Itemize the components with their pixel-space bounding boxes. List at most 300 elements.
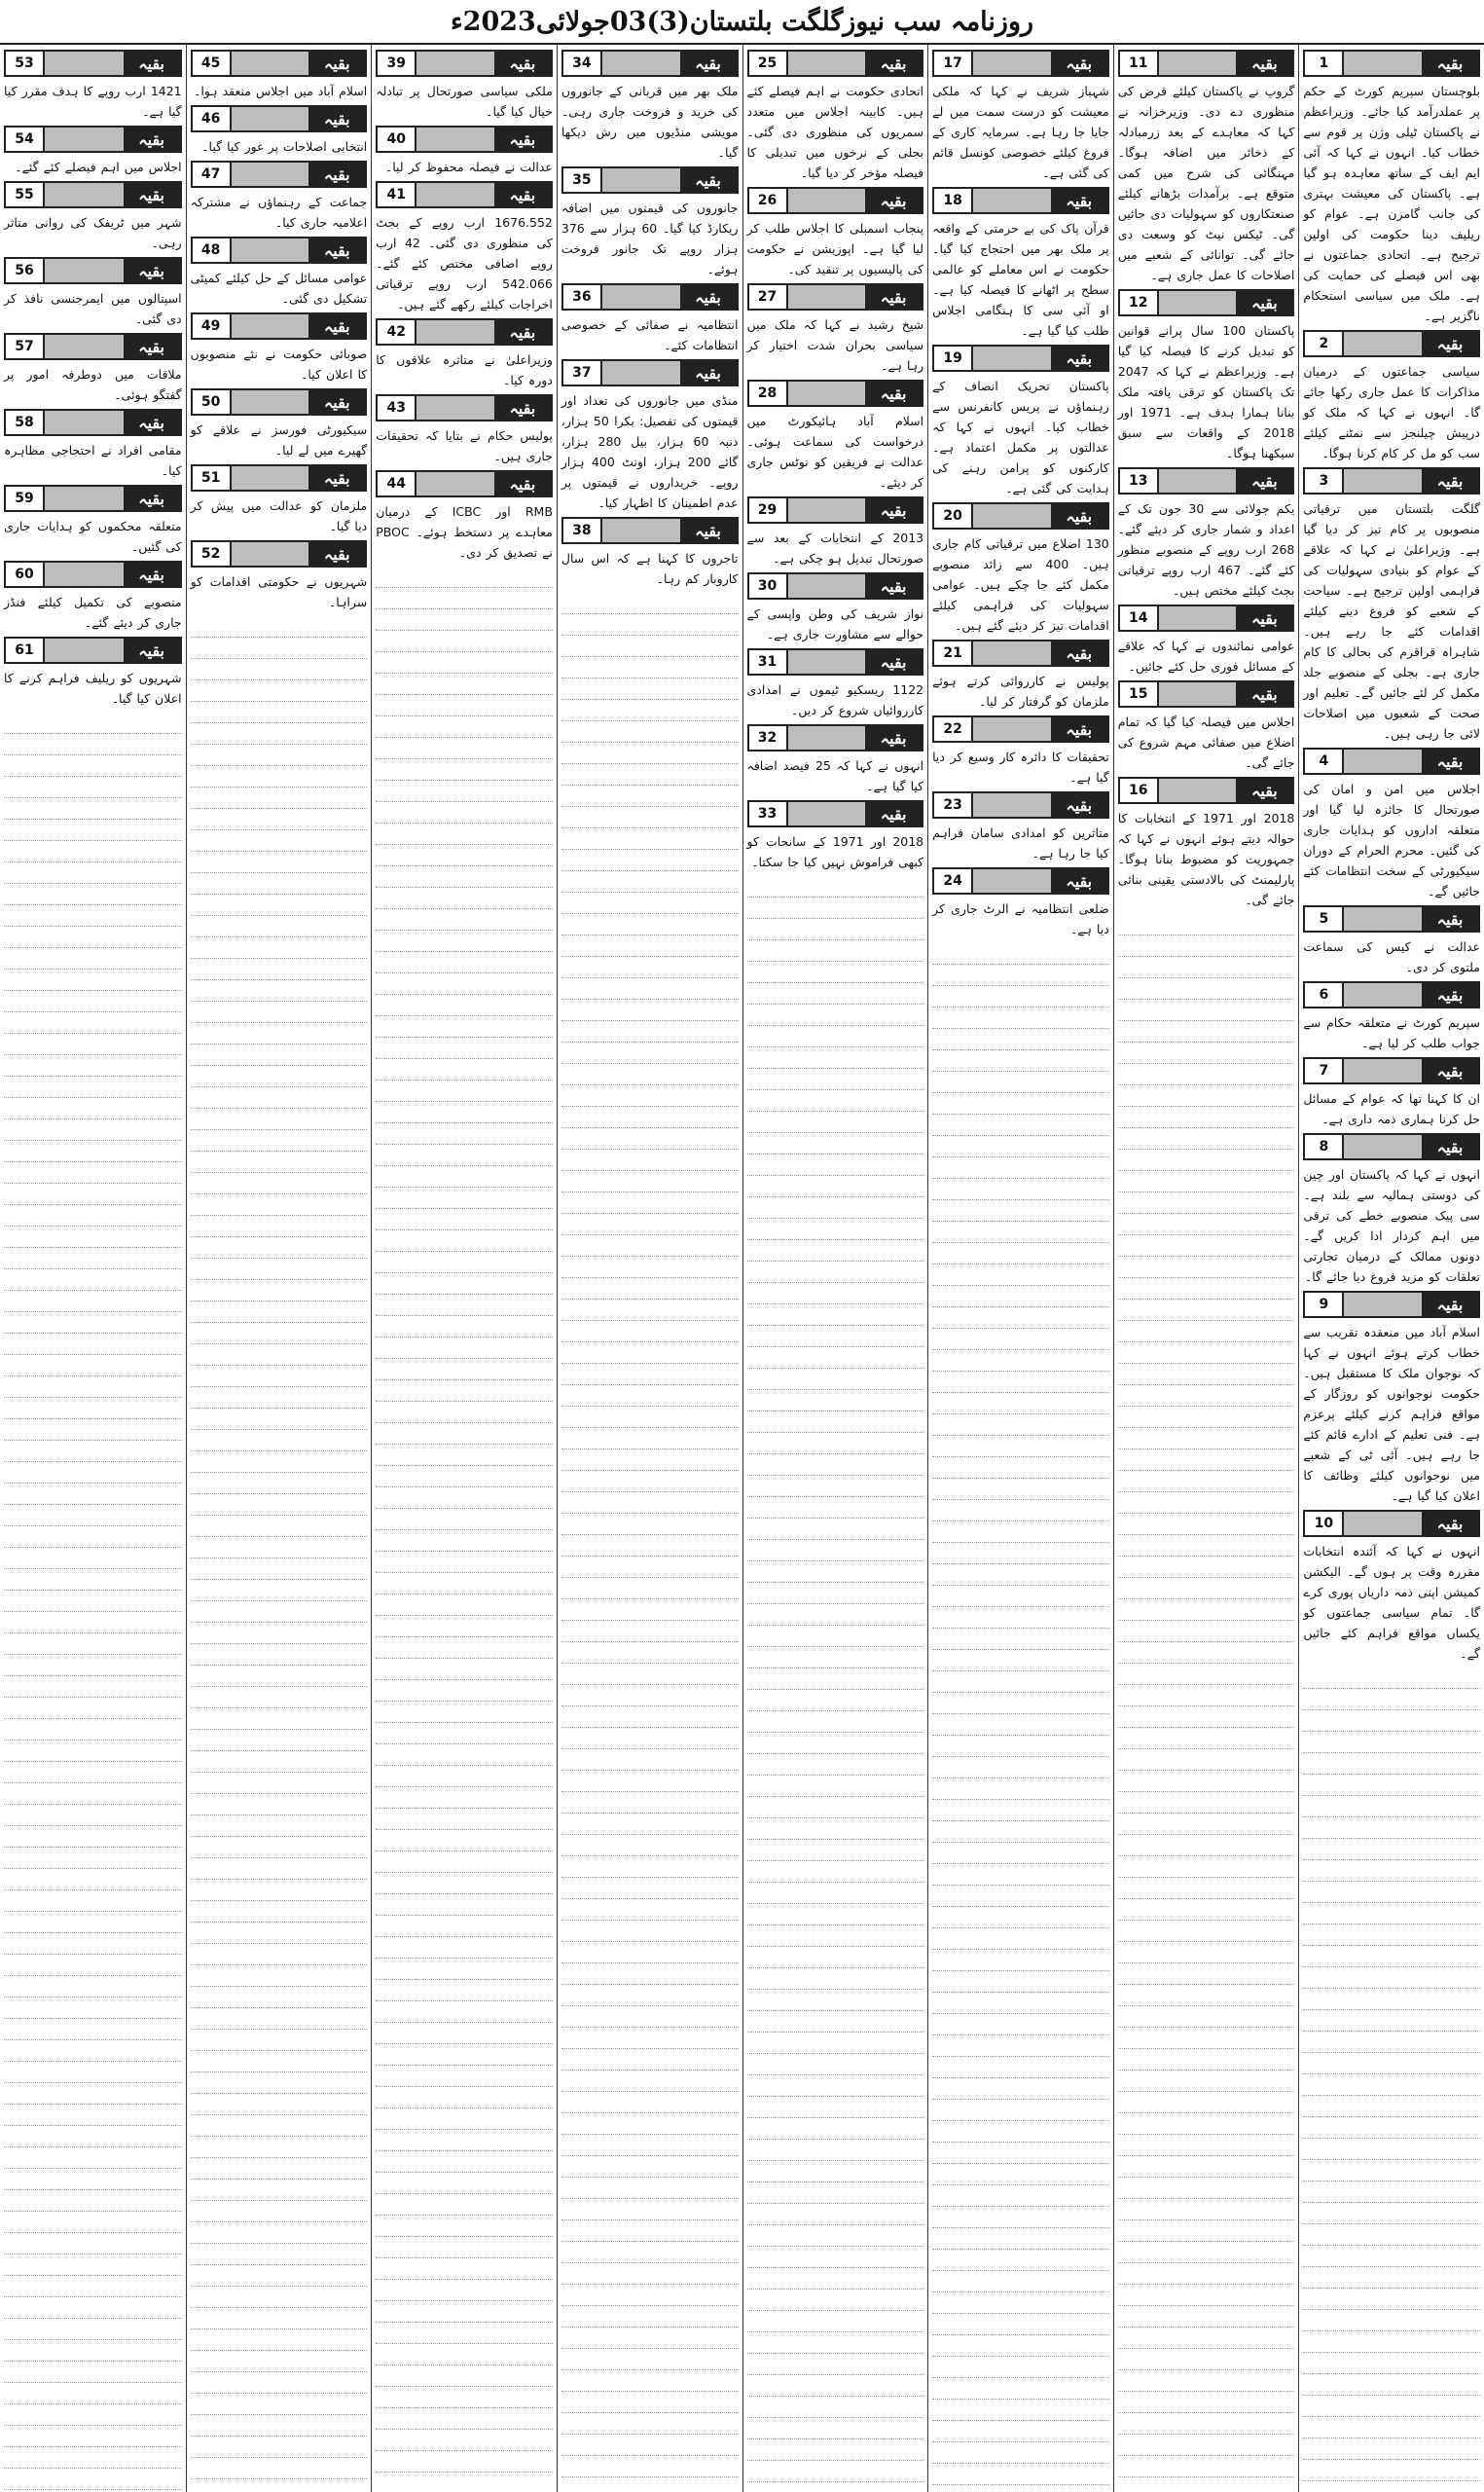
continued-label: بقیہ bbox=[680, 361, 737, 385]
continued-story bbox=[932, 640, 1109, 712]
continued-label: بقیہ bbox=[1422, 907, 1478, 931]
header-rule bbox=[416, 128, 494, 151]
continued-label: بقیہ bbox=[1051, 717, 1107, 741]
story-number: 32 bbox=[749, 726, 788, 750]
story-text: RMB اور ICBC کے درمیان معاہدے پر دستخط ہوئے۔ PBOC نے تصدیق کر دی۔ bbox=[376, 504, 553, 560]
news-column bbox=[557, 45, 742, 2492]
header-rule bbox=[1159, 469, 1237, 493]
story-text: تحقیقات کا دائرہ کار وسیع کر دیا گیا ہے۔ bbox=[932, 750, 1109, 785]
continued-label: بقیہ bbox=[1051, 793, 1107, 817]
story-number: 35 bbox=[563, 168, 602, 192]
header-rule bbox=[416, 183, 494, 206]
header-rule bbox=[45, 639, 124, 662]
story-number: 17 bbox=[934, 52, 973, 75]
header-rule bbox=[973, 793, 1051, 817]
story-text: نواز شریف کی وطن واپسی کے حوالے سے مشاورت جاری ہے۔ bbox=[746, 606, 924, 641]
continued-story bbox=[561, 50, 739, 163]
story-number: 14 bbox=[1120, 606, 1159, 630]
story-number: 48 bbox=[193, 238, 232, 262]
header-rule bbox=[1344, 469, 1422, 493]
header-rule bbox=[416, 472, 494, 495]
continued-story bbox=[561, 166, 739, 279]
story-number: 8 bbox=[1305, 1135, 1344, 1158]
continued-label: بقیہ bbox=[124, 52, 180, 75]
continued-label: بقیہ bbox=[1422, 1293, 1478, 1316]
continued-label: بقیہ bbox=[308, 163, 365, 186]
header-rule bbox=[1344, 52, 1422, 75]
story-text: انتخابی اصلاحات پر غور کیا گیا۔ bbox=[201, 139, 368, 154]
story-number: 6 bbox=[1305, 983, 1344, 1007]
story-number: 36 bbox=[563, 285, 602, 309]
continued-label: بقیہ bbox=[865, 498, 922, 522]
story-number: 28 bbox=[749, 382, 788, 405]
continued-header bbox=[747, 572, 924, 600]
header-rule bbox=[232, 107, 309, 130]
continued-story bbox=[561, 517, 739, 589]
story-number: 43 bbox=[378, 396, 416, 420]
header-rule bbox=[973, 504, 1051, 528]
continued-label: بقیہ bbox=[1422, 1512, 1478, 1535]
story-text: اسپتالوں میں ایمرجنسی نافذ کر دی گئی۔ bbox=[4, 291, 182, 326]
header-rule bbox=[788, 52, 866, 75]
continued-story bbox=[191, 464, 368, 536]
story-number: 50 bbox=[193, 390, 232, 414]
continued-label: بقیہ bbox=[124, 183, 180, 206]
story-number: 49 bbox=[193, 314, 232, 338]
story-number: 56 bbox=[6, 259, 45, 282]
story-number: 45 bbox=[193, 52, 232, 75]
header-rule bbox=[416, 320, 494, 344]
continued-story bbox=[747, 724, 924, 796]
column-text-lines bbox=[1303, 1667, 1480, 2492]
continued-label: بقیہ bbox=[494, 472, 551, 495]
continued-label: بقیہ bbox=[124, 335, 180, 358]
newspaper-columns bbox=[0, 45, 1484, 2492]
continued-story bbox=[1303, 50, 1480, 326]
story-number: 20 bbox=[934, 504, 973, 528]
continued-label: بقیہ bbox=[865, 650, 922, 674]
story-number: 34 bbox=[563, 52, 602, 75]
masthead bbox=[0, 0, 1484, 45]
story-text: بلوچستان سپریم کورٹ کے حکم پر عملدرآمد کیا جائے۔ وزیراعظم نے پاکستان ٹیلی وژن پر قوم سے خطاب کیا۔ انہوں نے کہا کہ آئی ایم ایف کے ساتھ معاہدہ ہو گیا ہے۔ پاکستان کی معیشت بہتری کی جانب گامزن ہے۔ عوام کو ریلیف دینا حکومت کی اولین ترجیح ہے۔ اتحادی جماعتوں نے بھی اس فیصلے کی حمایت کی ہے۔ ملک میں سیاسی استحکام ناگزیر ہے۔ bbox=[1303, 84, 1480, 323]
continued-header bbox=[561, 50, 739, 77]
story-number: 4 bbox=[1305, 750, 1344, 773]
header-rule bbox=[602, 519, 680, 542]
continued-story bbox=[191, 161, 368, 233]
continued-header bbox=[191, 312, 368, 340]
header-rule bbox=[788, 726, 866, 750]
continued-header bbox=[561, 517, 739, 544]
story-number: 41 bbox=[378, 183, 416, 206]
header-rule bbox=[1344, 907, 1422, 931]
continued-header bbox=[191, 237, 368, 264]
story-text: شیخ رشید نے کہا کہ ملک میں سیاسی بحران شدت اختیار کر رہا ہے۔ bbox=[746, 317, 924, 373]
continued-header bbox=[932, 50, 1109, 77]
story-text: پاکستان 100 سال پرانے قوانین کو تبدیل کرنے کا فیصلہ کیا گیا ہے۔ وزیراعظم نے کہا کہ 2047 تک پاکستان کو ترقی یافتہ ملک بنانا ہمارا ہدف ہے۔ 1971 اور 2018 کے واقعات سے سبق سیکھنا ہوگا۔ bbox=[1117, 323, 1295, 460]
header-rule bbox=[602, 168, 680, 192]
continued-header bbox=[747, 496, 924, 524]
story-text: اسلام آباد میں اجلاس منعقد ہوا۔ bbox=[194, 84, 368, 98]
story-text: 2018 اور 1971 کے سانحات کو کبھی فراموش نہیں کیا جا سکتا۔ bbox=[746, 834, 924, 869]
continued-label: بقیہ bbox=[1051, 189, 1107, 212]
continued-label: بقیہ bbox=[1236, 52, 1292, 75]
continued-story bbox=[747, 800, 924, 872]
story-number: 25 bbox=[749, 52, 788, 75]
continued-label: بقیہ bbox=[1236, 779, 1292, 802]
continued-story bbox=[932, 867, 1109, 939]
column-text-lines bbox=[1118, 914, 1295, 2492]
story-text: ان کا کہنا تھا کہ عوام کے مسائل حل کرنا ہماری ذمہ داری ہے۔ bbox=[1303, 1091, 1480, 1126]
continued-label: بقیہ bbox=[865, 52, 922, 75]
continued-header bbox=[932, 345, 1109, 372]
story-number: 16 bbox=[1120, 779, 1159, 802]
continued-label: بقیہ bbox=[308, 390, 365, 414]
column-text-lines bbox=[191, 616, 368, 2492]
story-number: 5 bbox=[1305, 907, 1344, 931]
continued-story bbox=[932, 50, 1109, 183]
story-text: 2018 اور 1971 کے انتخابات کا حوالہ دیتے ہوئے انہوں نے کہا کہ جمہوریت کو مضبوط بنانا ہوگا۔ پارلیمنٹ کی بالادستی یقینی بنائی جائے گی۔ bbox=[1117, 811, 1295, 907]
continued-story bbox=[4, 181, 182, 253]
continued-story bbox=[1303, 1291, 1480, 1506]
continued-label: بقیہ bbox=[1236, 682, 1292, 706]
story-text: شہباز شریف نے کہا کہ ملکی معیشت کو درست سمت میں لے جایا جا رہا ہے۔ سرمایہ کاری کے فروغ کیلئے خصوصی کونسل قائم کی گئی ہے۔ bbox=[932, 84, 1109, 180]
story-text: انہوں نے کہا کہ 25 فیصد اضافہ کیا گیا ہے۔ bbox=[746, 758, 924, 793]
story-number: 1 bbox=[1305, 52, 1344, 75]
continued-story bbox=[747, 187, 924, 279]
story-text: گروپ نے پاکستان کیلئے قرض کی منظوری دے دی۔ وزیرخزانہ نے کہا کہ معاہدے کے بعد زرمبادلہ کے ذخائر میں اضافہ ہوگا۔ مہنگائی کی شرح میں کمی متوقع ہے۔ برآمدات بڑھانے کیلئے صنعتکاروں کو سہولیات دی جائیں گی۔ ٹیکس نیٹ کو وسعت دی جائے گی۔ توانائی کے شعبے میں اصلاحات کا عمل جاری ہے۔ bbox=[1117, 84, 1295, 282]
header-rule bbox=[1344, 1293, 1422, 1316]
header-rule bbox=[45, 487, 124, 510]
continued-header bbox=[561, 166, 739, 194]
story-number: 10 bbox=[1305, 1512, 1344, 1535]
header-rule bbox=[232, 52, 309, 75]
continued-header bbox=[376, 394, 553, 421]
continued-header bbox=[747, 724, 924, 751]
continued-story bbox=[191, 237, 368, 309]
story-text: 130 اضلاع میں ترقیاتی کام جاری ہیں۔ 400 سے زائد منصوبے مکمل کئے جا چکے ہیں۔ عوامی سہولیات کی فراہمی کیلئے اقدامات تیز کر دیئے گئے ہیں۔ bbox=[932, 536, 1109, 633]
story-number: 9 bbox=[1305, 1293, 1344, 1316]
continued-label: بقیہ bbox=[124, 639, 180, 662]
continued-header bbox=[747, 283, 924, 311]
story-number: 54 bbox=[6, 128, 45, 151]
continued-story bbox=[376, 318, 553, 390]
continued-header bbox=[4, 637, 182, 664]
header-rule bbox=[45, 563, 124, 586]
continued-story bbox=[747, 496, 924, 568]
story-number: 19 bbox=[934, 347, 973, 370]
continued-story bbox=[1303, 905, 1480, 977]
continued-label: بقیہ bbox=[124, 563, 180, 586]
continued-story bbox=[191, 105, 368, 157]
header-rule bbox=[1159, 52, 1237, 75]
story-text: گلگت بلتستان میں ترقیاتی منصوبوں پر کام تیز کر دیا گیا ہے۔ وزیراعلیٰ نے کہا کہ علاقے کے عوام کو بنیادی سہولیات کی فراہمی اولین ترجیح ہے۔ سیاحت کے شعبے کو فروغ دینے کیلئے اقدامات کئے جا رہے ہیں۔ شاہراہ قراقرم کی بحالی کا کام جاری ہے۔ بجلی کے منصوبے جلد مکمل کر لئے جائیں گے۔ تعلیم اور صحت کے شعبوں میں اصلاحات لائی جا رہی ہیں۔ bbox=[1303, 501, 1480, 741]
continued-story bbox=[4, 409, 182, 481]
story-text: ضلعی انتظامیہ نے الرٹ جاری کر دیا ہے۔ bbox=[932, 901, 1109, 936]
continued-label: بقیہ bbox=[308, 466, 365, 490]
continued-story bbox=[747, 283, 924, 376]
story-number: 13 bbox=[1120, 469, 1159, 493]
column-text-lines bbox=[561, 593, 739, 2492]
continued-header bbox=[191, 50, 368, 77]
story-number: 30 bbox=[749, 574, 788, 598]
continued-label: بقیہ bbox=[494, 52, 551, 75]
header-rule bbox=[45, 52, 124, 75]
continued-header bbox=[4, 257, 182, 284]
header-rule bbox=[788, 189, 866, 212]
story-number: 23 bbox=[934, 793, 973, 817]
header-rule bbox=[788, 574, 866, 598]
continued-header bbox=[376, 181, 553, 208]
header-rule bbox=[232, 163, 309, 186]
news-column bbox=[186, 45, 372, 2492]
story-number: 33 bbox=[749, 802, 788, 825]
continued-label: بقیہ bbox=[494, 320, 551, 344]
continued-header bbox=[1303, 1510, 1480, 1537]
continued-story bbox=[1303, 1057, 1480, 1129]
continued-story bbox=[4, 50, 182, 122]
continued-label: بقیہ bbox=[1422, 983, 1478, 1007]
story-text: عدالت نے کیس کی سماعت ملتوی کر دی۔ bbox=[1303, 939, 1480, 974]
story-text: قرآن پاک کی بے حرمتی کے واقعہ پر ملک بھر میں احتجاج کیا گیا۔ حکومت نے اس معاملے کو عالمی سطح پر اٹھانے کا فیصلہ کیا ہے۔ او آئی سی کا ہنگامی اجلاس طلب کیا گیا ہے۔ bbox=[932, 221, 1109, 338]
continued-label: بقیہ bbox=[1051, 869, 1107, 893]
continued-header bbox=[747, 187, 924, 214]
header-rule bbox=[1344, 1059, 1422, 1082]
header-rule bbox=[1344, 332, 1422, 355]
continued-header bbox=[1118, 605, 1295, 632]
continued-label: بقیہ bbox=[308, 314, 365, 338]
story-number: 15 bbox=[1120, 682, 1159, 706]
story-text: شہر میں ٹریفک کی روانی متاثر رہی۔ bbox=[4, 215, 182, 250]
header-rule bbox=[232, 542, 309, 566]
story-text: پولیس نے کارروائی کرتے ہوئے ملزمان کو گرفتار کر لیا۔ bbox=[932, 674, 1109, 709]
story-number: 59 bbox=[6, 487, 45, 510]
story-text: 1122 ریسکیو ٹیموں نے امدادی کارروائیاں شروع کر دیں۔ bbox=[746, 682, 924, 717]
continued-story bbox=[376, 181, 553, 314]
story-text: متعلقہ محکموں کو ہدایات جاری کی گئیں۔ bbox=[4, 519, 182, 554]
continued-header bbox=[1303, 467, 1480, 495]
continued-story bbox=[4, 333, 182, 405]
story-number: 51 bbox=[193, 466, 232, 490]
continued-label: بقیہ bbox=[308, 238, 365, 262]
story-number: 26 bbox=[749, 189, 788, 212]
story-number: 60 bbox=[6, 563, 45, 586]
continued-story bbox=[932, 502, 1109, 636]
continued-label: بقیہ bbox=[124, 259, 180, 282]
story-number: 2 bbox=[1305, 332, 1344, 355]
continued-label: بقیہ bbox=[494, 183, 551, 206]
continued-story bbox=[747, 572, 924, 644]
story-number: 57 bbox=[6, 335, 45, 358]
story-number: 44 bbox=[378, 472, 416, 495]
header-rule bbox=[1344, 750, 1422, 773]
story-text: پولیس حکام نے بتایا کہ تحقیقات جاری ہیں۔ bbox=[376, 428, 553, 463]
story-text: متاثرین کو امدادی سامان فراہم کیا جا رہا ہے۔ bbox=[932, 825, 1109, 861]
continued-story bbox=[191, 540, 368, 612]
header-rule bbox=[1159, 779, 1237, 802]
continued-header bbox=[376, 318, 553, 346]
continued-header bbox=[1303, 748, 1480, 775]
story-text: ملزمان کو عدالت میں پیش کر دیا گیا۔ bbox=[190, 498, 368, 533]
continued-label: بقیہ bbox=[680, 285, 737, 309]
column-text-lines bbox=[4, 713, 182, 2492]
story-number: 11 bbox=[1120, 52, 1159, 75]
story-number: 29 bbox=[749, 498, 788, 522]
header-rule bbox=[973, 641, 1051, 665]
continued-label: بقیہ bbox=[1236, 291, 1292, 314]
header-rule bbox=[1344, 1512, 1422, 1535]
continued-header bbox=[4, 126, 182, 153]
masthead-title: روزنامہ سب نیوزگلگت بلتستان(3)03جولائی2023ء bbox=[450, 6, 1034, 37]
continued-header bbox=[1118, 467, 1295, 495]
continued-story bbox=[747, 380, 924, 493]
header-rule bbox=[1159, 682, 1237, 706]
continued-label: بقیہ bbox=[1422, 1059, 1478, 1082]
story-number: 31 bbox=[749, 650, 788, 674]
continued-label: بقیہ bbox=[865, 382, 922, 405]
story-text: جانوروں کی قیمتوں میں اضافہ ریکارڈ کیا گیا۔ 60 ہزار سے 376 ہزار روپے تک جانور فروخت ہوئے۔ bbox=[561, 201, 739, 276]
story-number: 7 bbox=[1305, 1059, 1344, 1082]
story-text: سیاسی جماعتوں کے درمیان مذاکرات کا عمل جاری رکھا جائے گا۔ انہوں نے کہا کہ ملک کو درپیش چیلنجز سے نمٹنے کیلئے سب کو مل کر کام کرنا ہوگا۔ bbox=[1303, 364, 1480, 460]
story-text: تاجروں کا کہنا ہے کہ اس سال کاروبار کم رہا۔ bbox=[561, 551, 739, 586]
continued-header bbox=[1303, 1291, 1480, 1318]
news-column bbox=[371, 45, 557, 2492]
story-number: 37 bbox=[563, 361, 602, 385]
story-text: اسلام آباد میں منعقدہ تقریب سے خطاب کرتے ہوئے انہوں نے کہا کہ نوجوان ملک کا مستقبل ہیں۔ حکومت نوجوانوں کو روزگار کے مواقع فراہم کرنے کیلئے پرعزم ہے۔ فنی تعلیم کے ادارے قائم کئے جا رہے ہیں۔ آئی ٹی کے شعبے میں نوجوانوں کیلئے وظائف کا اعلان کیا گیا ہے۔ bbox=[1303, 1325, 1480, 1503]
continued-header bbox=[191, 540, 368, 568]
story-number: 46 bbox=[193, 107, 232, 130]
continued-header bbox=[376, 50, 553, 77]
continued-story bbox=[376, 470, 553, 563]
continued-story bbox=[376, 50, 553, 122]
continued-story bbox=[1303, 330, 1480, 463]
story-number: 42 bbox=[378, 320, 416, 344]
continued-story bbox=[376, 126, 553, 177]
continued-label: بقیہ bbox=[1236, 469, 1292, 493]
story-text: شہریوں نے حکومتی اقدامات کو سراہا۔ bbox=[190, 574, 368, 609]
story-text: اتحادی حکومت نے اہم فیصلے کئے ہیں۔ کابینہ اجلاس میں متعدد سمریوں کی منظوری دی گئی۔ بجلی کے نرخوں میں تبدیلی کا فیصلہ مؤخر کر دیا گیا۔ bbox=[746, 84, 924, 180]
continued-label: بقیہ bbox=[124, 487, 180, 510]
story-text: پنجاب اسمبلی کا اجلاس طلب کر لیا گیا ہے۔ اپوزیشن نے حکومت کی پالیسیوں پر تنقید کی۔ bbox=[746, 221, 924, 276]
story-text: اجلاس میں فیصلہ کیا گیا کہ تمام اضلاع میں صفائی مہم شروع کی جائے گی۔ bbox=[1117, 715, 1295, 770]
story-text: اجلاس میں امن و امان کی صورتحال کا جائزہ لیا گیا اور متعلقہ اداروں کو ہدایات جاری کی گئیں۔ محرم الحرام کے دوران سیکیورٹی کے سخت انتظامات کئے جائیں گے۔ bbox=[1303, 782, 1480, 898]
story-text: عوامی نمائندوں نے کہا کہ علاقے کے مسائل فوری حل کئے جائیں۔ bbox=[1117, 639, 1295, 674]
continued-label: بقیہ bbox=[1422, 1135, 1478, 1158]
story-text: جماعت کے رہنماؤں نے مشترکہ اعلامیہ جاری کیا۔ bbox=[190, 195, 368, 230]
continued-header bbox=[1303, 981, 1480, 1008]
story-text: منڈی میں جانوروں کی تعداد اور قیمتوں کی تفصیل: بکرا 50 ہزار، دنبہ 60 ہزار، بیل 280 ہزار، گائے 200 ہزار، اونٹ 400 ہزار روپے۔ خریداروں نے قیمتوں پر عدم اطمینان کا اظہار کیا۔ bbox=[561, 393, 739, 510]
continued-header bbox=[1118, 680, 1295, 708]
continued-header bbox=[191, 464, 368, 492]
continued-label: بقیہ bbox=[1422, 750, 1478, 773]
column-text-lines bbox=[932, 943, 1109, 2492]
header-rule bbox=[416, 396, 494, 420]
header-rule bbox=[973, 52, 1051, 75]
continued-header bbox=[1303, 1057, 1480, 1084]
continued-header bbox=[376, 126, 553, 153]
story-text: انہوں نے کہا کہ پاکستان اور چین کی دوستی ہمالیہ سے بلند ہے۔ سی پیک منصوبے خطے کی ترقی میں اہم کردار ادا کریں گے۔ دونوں ممالک کے درمیان تجارتی تعلقات کو مزید فروغ دیا جائے گا۔ bbox=[1303, 1167, 1480, 1284]
continued-header bbox=[1118, 289, 1295, 316]
continued-header bbox=[1303, 1133, 1480, 1160]
continued-header bbox=[376, 470, 553, 497]
continued-header bbox=[4, 333, 182, 360]
header-rule bbox=[232, 314, 309, 338]
continued-header bbox=[932, 715, 1109, 743]
header-rule bbox=[45, 128, 124, 151]
continued-label: بقیہ bbox=[1051, 504, 1107, 528]
story-number: 27 bbox=[749, 285, 788, 309]
story-number: 61 bbox=[6, 639, 45, 662]
continued-label: بقیہ bbox=[865, 574, 922, 598]
column-text-lines bbox=[747, 876, 924, 2492]
story-number: 39 bbox=[378, 52, 416, 75]
header-rule bbox=[232, 466, 309, 490]
header-rule bbox=[45, 259, 124, 282]
continued-story bbox=[376, 394, 553, 466]
story-number: 21 bbox=[934, 641, 973, 665]
continued-header bbox=[191, 105, 368, 132]
continued-story bbox=[191, 312, 368, 385]
header-rule bbox=[602, 52, 680, 75]
story-number: 52 bbox=[193, 542, 232, 566]
story-text: صوبائی حکومت نے نئے منصوبوں کا اعلان کیا۔ bbox=[190, 347, 368, 382]
continued-story bbox=[747, 50, 924, 183]
story-text: 1421 ارب روپے کا ہدف مقرر کیا گیا ہے۔ bbox=[4, 84, 182, 119]
story-text: عوامی مسائل کے حل کیلئے کمیٹی تشکیل دی گئی۔ bbox=[190, 271, 368, 306]
continued-header bbox=[4, 485, 182, 512]
story-text: ملک بھر میں قربانی کے جانوروں کی خرید و فروخت جاری رہی۔ مویشی منڈیوں میں رش دیکھا گیا۔ bbox=[561, 84, 739, 160]
story-text: انہوں نے کہا کہ آئندہ انتخابات مقررہ وقت پر ہوں گے۔ الیکشن کمیشن اپنی ذمہ داریاں پوری کرے گا۔ تمام سیاسی جماعتوں کو یکساں مواقع فراہم کئے جائیں گے۔ bbox=[1303, 1544, 1480, 1661]
continued-story bbox=[191, 50, 368, 101]
story-text: وزیراعلیٰ نے متاثرہ علاقوں کا دورہ کیا۔ bbox=[376, 352, 553, 387]
header-rule bbox=[788, 650, 866, 674]
continued-header bbox=[4, 561, 182, 588]
continued-header bbox=[932, 187, 1109, 214]
continued-story bbox=[747, 648, 924, 720]
continued-story bbox=[932, 345, 1109, 498]
continued-story bbox=[1303, 467, 1480, 744]
continued-label: بقیہ bbox=[494, 396, 551, 420]
continued-label: بقیہ bbox=[494, 128, 551, 151]
story-text: شہریوں کو ریلیف فراہم کرنے کا اعلان کیا گیا۔ bbox=[4, 671, 182, 706]
header-rule bbox=[1159, 606, 1237, 630]
header-rule bbox=[973, 717, 1051, 741]
header-rule bbox=[788, 802, 866, 825]
continued-story bbox=[561, 359, 739, 513]
news-column bbox=[927, 45, 1113, 2492]
story-text: اجلاس میں اہم فیصلے کئے گئے۔ bbox=[15, 160, 182, 174]
header-rule bbox=[1344, 1135, 1422, 1158]
story-text: ملاقات میں دوطرفہ امور پر گفتگو ہوئی۔ bbox=[4, 367, 182, 402]
story-text: مقامی افراد نے احتجاجی مظاہرہ کیا۔ bbox=[4, 443, 182, 478]
continued-story bbox=[932, 187, 1109, 341]
continued-header bbox=[747, 380, 924, 407]
header-rule bbox=[1159, 291, 1237, 314]
continued-story bbox=[561, 283, 739, 355]
continued-label: بقیہ bbox=[1236, 606, 1292, 630]
column-text-lines bbox=[376, 567, 553, 2492]
story-text: ملکی سیاسی صورتحال پر تبادلہ خیال کیا گیا۔ bbox=[376, 84, 553, 119]
continued-header bbox=[747, 800, 924, 827]
continued-label: بقیہ bbox=[1051, 641, 1107, 665]
header-rule bbox=[232, 238, 309, 262]
story-text: 1676.552 ارب روپے کے بجٹ کی منظوری دی گئی۔ 42 ارب روپے اضافی مختص کئے گئے۔ 542.066 ارب روپے ترقیاتی اخراجات کیلئے رکھے گئے ہیں۔ bbox=[376, 215, 553, 312]
header-rule bbox=[602, 361, 680, 385]
header-rule bbox=[232, 390, 309, 414]
continued-header bbox=[191, 161, 368, 188]
continued-header bbox=[747, 648, 924, 676]
continued-label: بقیہ bbox=[1422, 469, 1478, 493]
continued-label: بقیہ bbox=[680, 519, 737, 542]
